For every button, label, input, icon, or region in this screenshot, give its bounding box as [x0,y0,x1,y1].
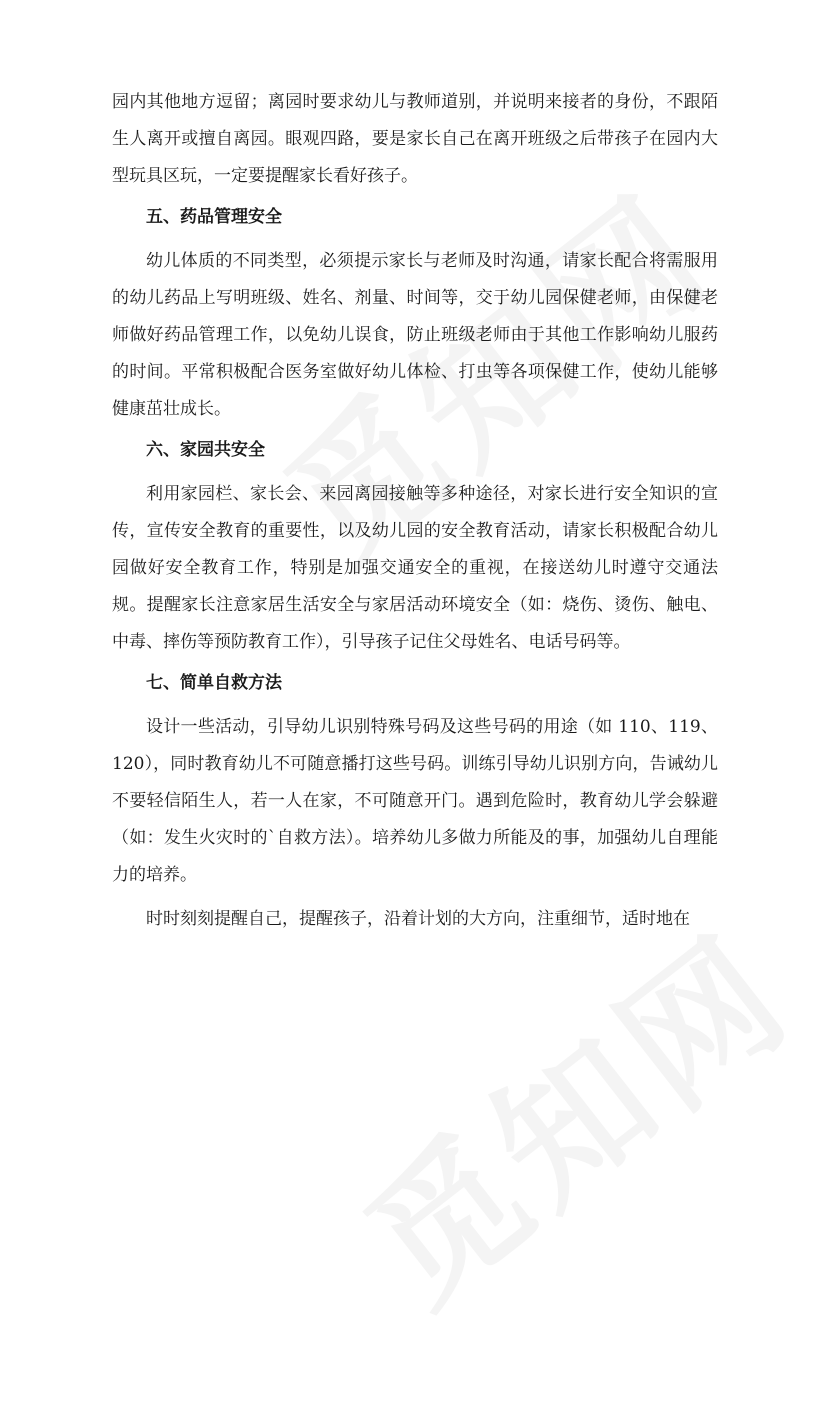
section-heading-medicine: 五、药品管理安全 [146,207,282,227]
section-heading-self-rescue: 七、简单自救方法 [146,673,282,693]
section-body-medicine: 幼儿体质的不同类型，必须提示家长与老师及时沟通，请家长配合将需服用的幼儿药品上写明班级、姓名、剂量、时间等，交于幼儿园保健老师，由保健老师做好药品管理工作，以免幼儿误食，防止班级老师由于其他工作影响幼儿服药的时间。平常积极配合医务室做好幼儿体检、打虫等各项保健工作，使幼儿能够健康茁壮成长。 [112,251,718,419]
intro-paragraph: 园内其他地方逗留；离园时要求幼儿与教师道别，并说明来接者的身份，不跟陌生人离开或擅自离园。眼观四路，要是家长自己在离开班级之后带孩子在园内大型玩具区玩，一定要提醒家长看好孩子。 [112,92,718,186]
section-heading-home-school: 六、家园共安全 [146,440,265,460]
document-body [112,84,718,938]
watermark [315,975,764,1424]
section-body-self-rescue: 设计一些活动，引导幼儿识别特殊号码及这些号码的用途（如 110、119、120），同时教育幼儿不可随意播打这些号码。训练引导幼儿识别方向，告诫幼儿不要轻信陌生人，若一人在家，不可随意开门。遇到危险时，教育幼儿学会躲避（如：发生火灾时的`自救方法）。培养幼儿多做力所能及的事，加强幼儿自理能力的培养。 [112,717,718,885]
closing-paragraph: 时时刻刻提醒自己，提醒孩子，沿着计划的大方向，注重细节，适时地在 [146,909,690,929]
section-body-home-school: 利用家园栏、家长会、来园离园接触等多种途径，对家长进行安全知识的宣传，宣传安全教育的重要性，以及幼儿园的安全教育活动，请家长积极配合幼儿园做好安全教育工作，特别是加强交通安全的重视，在接送幼儿时遵守交通法规。提醒家长注意家居生活安全与家居活动环境安全（如：烧伤、烫伤、触电、中毒、摔伤等预防教育工作），引导孩子记住父母姓名、电话号码等。 [112,484,718,652]
